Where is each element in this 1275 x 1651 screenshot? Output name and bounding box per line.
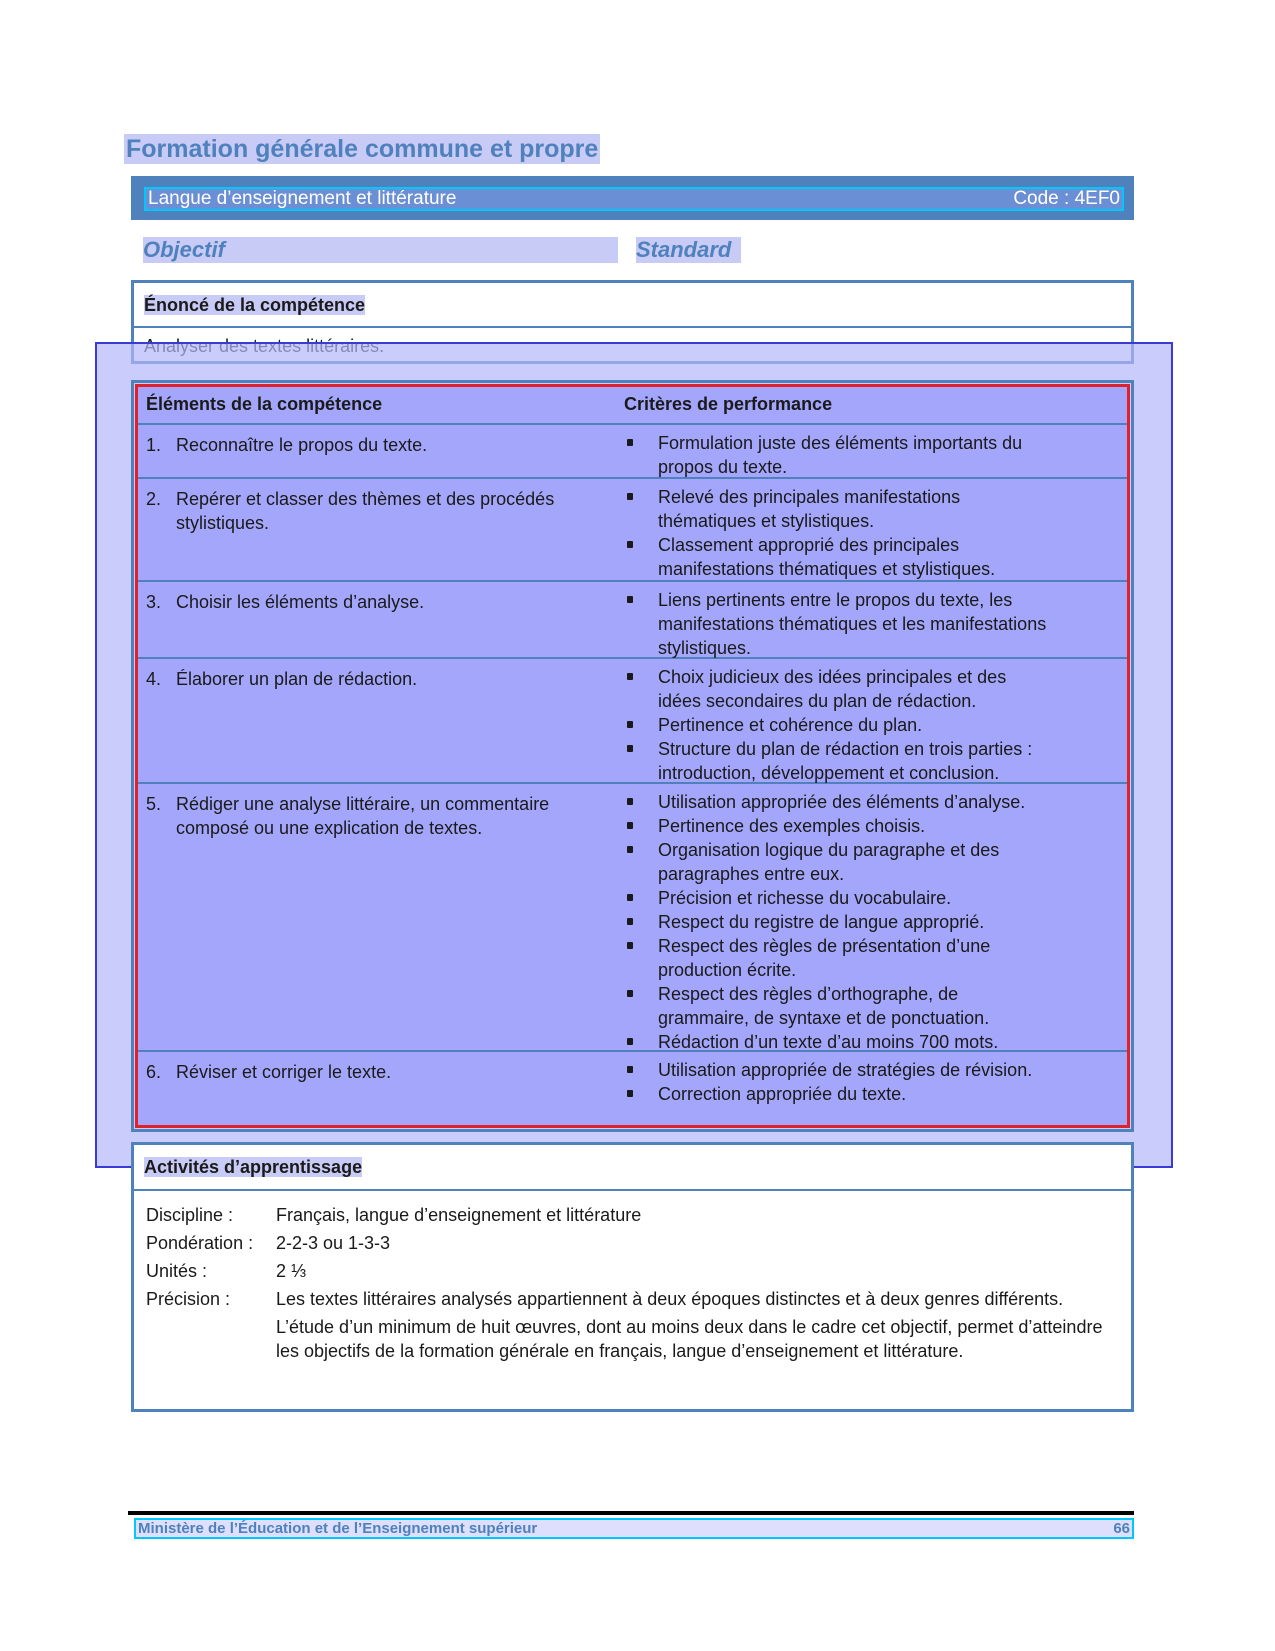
criterion-text: introduction, développement et conclusion. xyxy=(658,763,1000,783)
bullet-icon xyxy=(624,665,658,689)
table-row xyxy=(138,784,1127,1052)
element-cell xyxy=(146,1060,624,1084)
bullet-spacer xyxy=(624,1006,658,1030)
course-code: Code : 4EF0 xyxy=(1013,188,1120,209)
element-number: 3. xyxy=(146,592,162,612)
element-text: Rédiger une analyse littéraire, un commentaire xyxy=(176,794,550,814)
course-name: Langue d’enseignement et littérature xyxy=(148,188,457,209)
precision-text-2: L’étude d’un minimum de huit œuvres, dont au moins deux dans le cadre cet objectif, permet d’atteindre les objectifs de la formation générale en français, langue d’enseignement et littérature. xyxy=(276,1317,1103,1361)
criterion-text: Respect du registre de langue approprié. xyxy=(658,912,985,932)
elements-table xyxy=(135,384,1130,1128)
element-number: 6. xyxy=(146,1062,162,1082)
precision-row xyxy=(146,1287,1121,1367)
bullet-icon xyxy=(624,1058,658,1082)
bullet-icon xyxy=(624,838,658,862)
bullet-icon xyxy=(624,1082,658,1106)
table-row xyxy=(138,1052,1127,1128)
bullet-icon xyxy=(624,485,658,509)
element-cell xyxy=(146,487,624,535)
criteria-cell xyxy=(624,665,1121,785)
bullet-icon xyxy=(624,737,658,761)
criterion-text: Organisation logique du paragraphe et des xyxy=(658,840,1000,860)
bullet-spacer xyxy=(624,958,658,982)
footer xyxy=(134,1518,1134,1539)
element-number xyxy=(146,511,176,535)
ponderation-value: 2-2-3 ou 1-3-3 xyxy=(276,1233,391,1253)
criterion-text: manifestations thématiques et stylistiques. xyxy=(658,559,996,579)
criterion-text: propos du texte. xyxy=(658,457,788,477)
criterion-text: Utilisation appropriée de stratégies de révision. xyxy=(658,1060,1033,1080)
element-text: stylistiques. xyxy=(176,513,270,533)
element-number: 1. xyxy=(146,435,162,455)
element-cell xyxy=(146,667,624,691)
criterion-text: Relevé des principales manifestations xyxy=(658,487,961,507)
criterion-text: stylistiques. xyxy=(658,638,752,658)
criteria-cell xyxy=(624,485,1121,581)
activites-box xyxy=(131,1142,1134,1412)
bullet-icon xyxy=(624,790,658,814)
enonce-title: Énoncé de la compétence xyxy=(144,295,366,315)
footer-ministry: Ministère de l’Éducation et de l’Enseignement supérieur xyxy=(138,1520,538,1537)
ponderation-label: Pondération : xyxy=(146,1233,254,1253)
bullet-icon xyxy=(624,934,658,958)
standard-header: Standard xyxy=(636,237,741,263)
bullet-spacer xyxy=(624,862,658,886)
bullet-icon xyxy=(624,982,658,1006)
table-row xyxy=(138,479,1127,582)
bullet-icon xyxy=(624,814,658,838)
criterion-text: Pertinence et cohérence du plan. xyxy=(658,715,923,735)
table-row xyxy=(138,425,1127,479)
bullet-icon xyxy=(624,431,658,455)
bullet-spacer xyxy=(624,455,658,479)
bullet-icon xyxy=(624,886,658,910)
criteria-cell xyxy=(624,790,1121,1054)
element-text: Élaborer un plan de rédaction. xyxy=(176,669,418,689)
criterion-text: Correction appropriée du texte. xyxy=(658,1084,907,1104)
element-text: Réviser et corriger le texte. xyxy=(176,1062,392,1082)
criterion-text: paragraphes entre eux. xyxy=(658,864,845,884)
criterion-text: idées secondaires du plan de rédaction. xyxy=(658,691,977,711)
element-number: 5. xyxy=(146,794,162,814)
discipline-label: Discipline : xyxy=(146,1205,234,1225)
bullet-spacer xyxy=(624,612,658,636)
table-row xyxy=(138,582,1127,659)
col-right-header: Critères de performance xyxy=(624,394,833,414)
element-cell xyxy=(146,792,624,840)
criterion-text: Liens pertinents entre le propos du texte, les xyxy=(658,590,1013,610)
element-text: composé ou une explication de textes. xyxy=(176,818,483,838)
table-row xyxy=(138,659,1127,784)
footer-rule xyxy=(128,1511,1134,1515)
criterion-text: Respect des règles de présentation d’une xyxy=(658,936,991,956)
element-text: Repérer et classer des thèmes et des procédés xyxy=(176,489,555,509)
bullet-spacer xyxy=(624,557,658,581)
bullet-icon xyxy=(624,1030,658,1054)
criterion-text: Utilisation appropriée des éléments d’analyse. xyxy=(658,792,1026,812)
criterion-text: Choix judicieux des idées principales et des xyxy=(658,667,1007,687)
criterion-text: grammaire, de syntaxe et de ponctuation. xyxy=(658,1008,990,1028)
bullet-spacer xyxy=(624,636,658,660)
criterion-text: Formulation juste des éléments importants du xyxy=(658,433,1023,453)
criteria-cell xyxy=(624,1058,1121,1106)
ponderation-row xyxy=(146,1231,1121,1255)
activites-title: Activités d’apprentissage xyxy=(144,1157,363,1177)
criterion-text: Structure du plan de rédaction en trois parties : xyxy=(658,739,1033,759)
element-cell xyxy=(146,433,624,457)
criteria-cell xyxy=(624,431,1121,479)
criterion-text: Classement approprié des principales xyxy=(658,535,960,555)
bullet-icon xyxy=(624,533,658,557)
objectif-header: Objectif xyxy=(143,237,618,263)
criterion-text: Précision et richesse du vocabulaire. xyxy=(658,888,952,908)
element-cell xyxy=(146,590,624,614)
criterion-text: Rédaction d’un texte d’au moins 700 mots. xyxy=(658,1032,999,1052)
unites-row xyxy=(146,1259,1121,1283)
element-text: Reconnaître le propos du texte. xyxy=(176,435,428,455)
element-number: 2. xyxy=(146,489,162,509)
activites-info xyxy=(146,1203,1121,1371)
element-number: 4. xyxy=(146,669,162,689)
bullet-spacer xyxy=(624,689,658,713)
criteria-cell xyxy=(624,588,1121,660)
criterion-text: manifestations thématiques et les manifestations xyxy=(658,614,1047,634)
criterion-text: Pertinence des exemples choisis. xyxy=(658,816,926,836)
page-title: Formation générale commune et propre xyxy=(126,135,599,163)
bullet-icon xyxy=(624,713,658,737)
criterion-text: Respect des règles d’orthographe, de xyxy=(658,984,959,1004)
bullet-icon xyxy=(624,910,658,934)
element-text: Choisir les éléments d’analyse. xyxy=(176,592,425,612)
criterion-text: thématiques et stylistiques. xyxy=(658,511,875,531)
bullet-spacer xyxy=(624,509,658,533)
criterion-text: production écrite. xyxy=(658,960,797,980)
course-bar xyxy=(131,176,1134,220)
footer-page-number: 66 xyxy=(1113,1520,1130,1537)
col-left-header: Éléments de la compétence xyxy=(146,394,383,414)
precision-label: Précision : xyxy=(146,1289,231,1309)
discipline-row xyxy=(146,1203,1121,1227)
bullet-spacer xyxy=(624,761,658,785)
unites-label: Unités : xyxy=(146,1261,208,1281)
element-number xyxy=(146,816,176,840)
bullet-icon xyxy=(624,588,658,612)
unites-value: 2 ⅓ xyxy=(276,1261,307,1281)
table-header-row xyxy=(138,387,1127,425)
precision-text-1: Les textes littéraires analysés appartiennent à deux époques distinctes et à deux genres différents. xyxy=(276,1289,1064,1309)
discipline-value: Français, langue d’enseignement et littérature xyxy=(276,1205,642,1225)
